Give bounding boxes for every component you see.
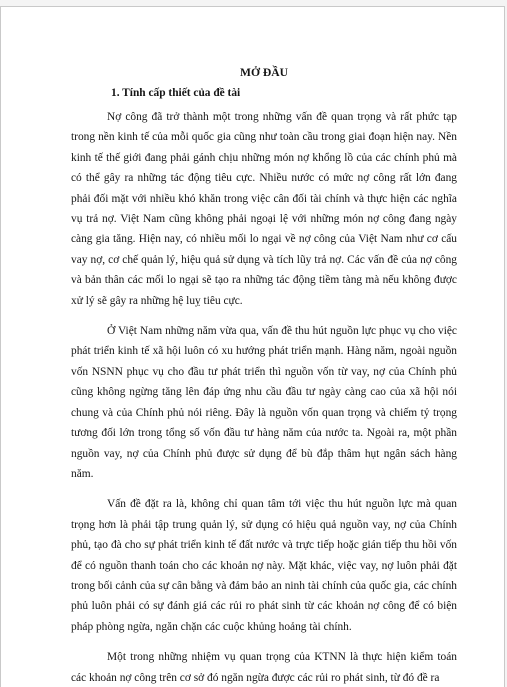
document-page bbox=[0, 6, 505, 687]
paragraph-2: Ở Việt Nam những năm vừa qua, vấn đề thu hút nguồn lực phục vụ cho việc phát triển kinh tế xã hội luôn có xu hướng phát triển mạnh. Hàng năm, ngoài nguồn vốn NSNN phục vụ cho đầu tư phát triển thì nguồn vốn từ vay, nợ của Chính phủ cũng không ngừng tăng lên đáp ứng nhu cầu đầu tư ngày càng cao của xã hội nói chung và của Chính phủ nói riêng. Đây là nguồn vốn quan trọng và chiếm tỷ trọng tương đối lớn trong tổng số vốn đầu tư hàng năm của nước ta. Ngoài ra, một phần nguồn vay, nợ của Chính phủ được sử dụng để bù đắp thâm hụt ngân sách hàng năm. bbox=[71, 325, 457, 480]
document-title: MỞ ĐẦU bbox=[240, 66, 288, 79]
document-body bbox=[71, 63, 457, 687]
paragraph-3: Vấn đề đặt ra là, không chỉ quan tâm tới việc thu hút nguồn lực mà quan trọng hơn là phải tập trung quản lý, sử dụng có hiệu quả nguồn vay, nợ của Chính phủ, tạo đà cho sự phát triển kinh tế đất nước và trực tiếp hoặc gián tiếp thu hồi vốn để có nguồn thanh toán cho các khoản nợ này. Mặt khác, việc vay, nợ luôn phải đặt trong bối cảnh của sự cân bằng và đảm bảo an ninh tài chính của quốc gia, các chính phủ luôn phải có sự đánh giá các rủi ro phát sinh từ các khoản nợ công để có biện pháp phòng ngừa, ngăn chặn các cuộc khủng hoảng tài chính. bbox=[71, 498, 457, 633]
section-heading: 1. Tính cấp thiết của đề tài bbox=[111, 87, 241, 99]
paragraph-4: Một trong những nhiệm vụ quan trọng của KTNN là thực hiện kiểm toán các khoản nợ công trên cơ sở đó ngăn ngừa được các rủi ro phát sinh, từ đó đề ra bbox=[71, 651, 457, 684]
paragraph-1: Nợ công đã trở thành một trong những vấn đề quan trọng và rất phức tạp trong nền kinh tế của mỗi quốc gia cũng như toàn cầu trong giai đoạn hiện nay. Nền kinh tế thế giới đang phải gánh chịu những món nợ khổng lồ của các chính phủ mà có thể gây ra những tác động tiêu cực. Nhiều nước có mức nợ công rất lớn đang phải đối mặt với nhiều khó khăn trong việc cân đối tài chính và thực hiện các nghĩa vụ trả nợ. Việt Nam cũng không phải ngoại lệ với những món nợ công đang ngày càng gia tăng. Hiện nay, có nhiều mối lo ngại về nợ công của Việt Nam như cơ cấu vay nợ, cơ chế quản lý, hiệu quả sử dụng và tích lũy trả nợ. Các vấn đề của nợ công và bản thân các mối lo ngại sẽ tạo ra những tác động tiềm tàng mà nếu không được xử lý sẽ gây ra những hệ luỵ tiêu cực. bbox=[71, 111, 457, 307]
